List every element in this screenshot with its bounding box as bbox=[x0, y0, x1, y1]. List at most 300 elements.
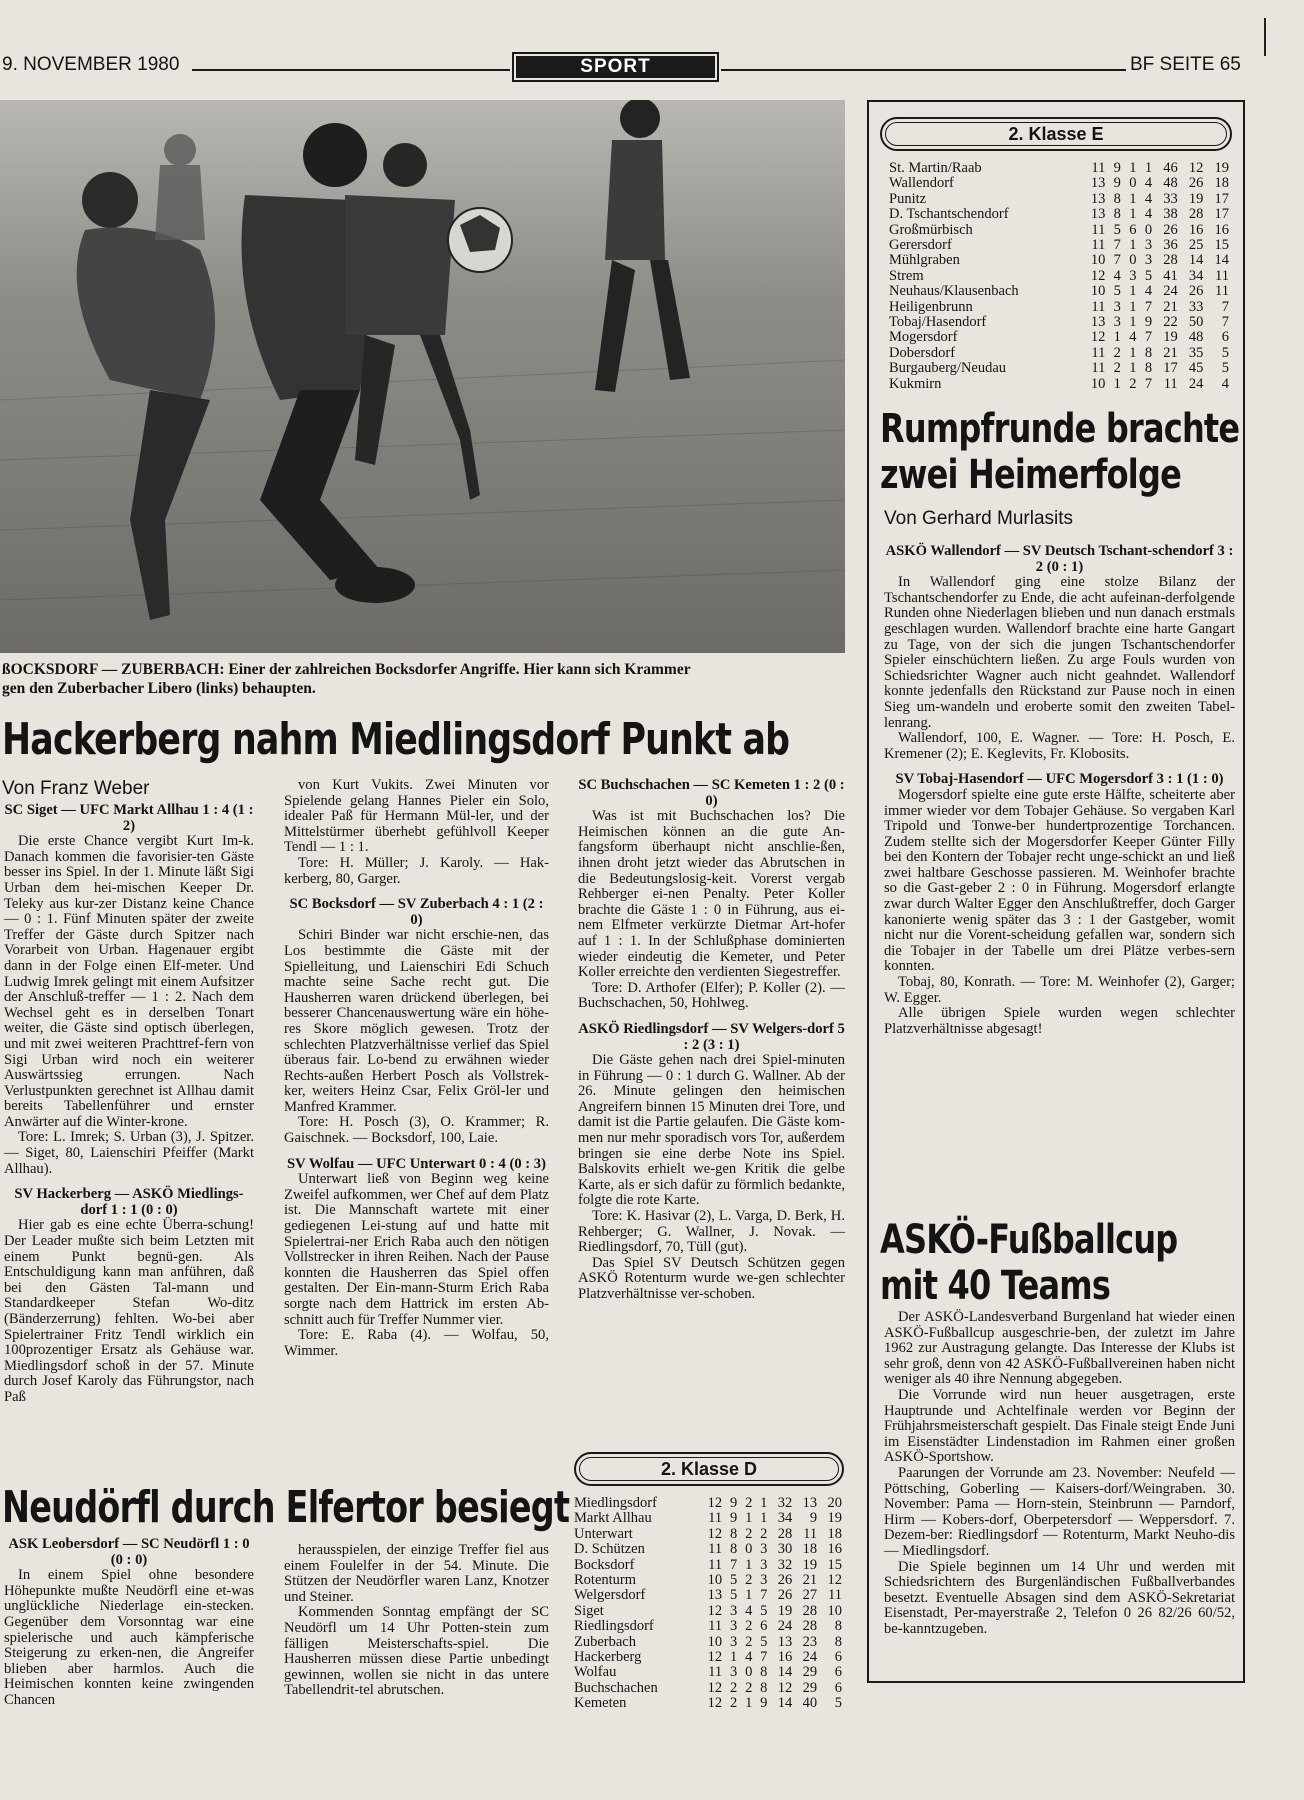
stat-cell: 5 bbox=[834, 1695, 842, 1712]
stat-cell: 18 bbox=[1214, 175, 1229, 192]
team-name: D. Tschantschendorf bbox=[889, 206, 1009, 223]
section-text: SPORT bbox=[516, 56, 715, 78]
article2-column-1 bbox=[4, 1537, 254, 1709]
stat-cell: 7 bbox=[1221, 314, 1229, 331]
stat-cell: 26 bbox=[777, 1587, 793, 1604]
stat-cell: 10 bbox=[1090, 252, 1106, 269]
paragraph: Das Spiel SV Deutsch Schützen gegen ASKÖ Rotenturm wurde we-gen schlechter Platzverhältnisse ver-schoben. bbox=[578, 1254, 845, 1302]
paragraph: Mogersdorf spielte eine gute erste Hälfte, scheiterte aber immer wieder vor dem Tobajer Gehäuse. So vergaben Karl Tripold und Tonwe-ber hundertprozentige Torchancen. Zudem stellte sich der Mogersdorfer Keeper Günter Filly bei den Kontern der Tobajer recht unge-schickt an und ließ zwei haltbare Geschosse passieren. M. Weinhofer brachte so die Gast-geber 2 : 0 in Führung. Mogersdorf erlangte zwar durch Walter Egger den Anschlußtreffer, doch Garger kanonierte wenig später das 3 : 1 der Gastgeber, womit nicht nur die Vorent-scheidung gefallen war, sondern sich die Tobajer in der Tabelle um drei Plätze verbes-sern konnten. bbox=[884, 786, 1235, 975]
stat-cell: 11 bbox=[708, 1556, 723, 1573]
stat-cell: 6 bbox=[760, 1618, 768, 1635]
stat-cell: 1 bbox=[1113, 329, 1121, 346]
match-subheading: ASKÖ Riedlingsdorf — SV Welgers-dorf 5 : 2 (3 : 1) bbox=[578, 1020, 845, 1053]
stat-cell: 20 bbox=[827, 1495, 842, 1511]
stat-cell: 7 bbox=[760, 1649, 768, 1666]
stat-cell: 4 bbox=[1221, 375, 1229, 392]
stat-cell: 1 bbox=[1129, 314, 1137, 331]
paragraph: herausspielen, der einzige Treffer fiel aus einem Foulelfer in der 54. Minute. Die Stützen der Neudörfler waren Lanz, Knotzer und Steiner. bbox=[284, 1542, 549, 1605]
stat-cell: 14 bbox=[1214, 252, 1229, 269]
stat-cell: 11 bbox=[708, 1618, 723, 1635]
stat-cell: 2 bbox=[1113, 360, 1121, 377]
team-name: Gerersdorf bbox=[889, 237, 952, 254]
stat-cell: 12 bbox=[827, 1572, 842, 1589]
paragraph: Hier gab es eine echte Überra-schung! Der Leader mußte sich beim Letzten mit einem Punkt begnü-gen. Als Entschuldigung kann man anführen, daß bei den Gästen Tal-mann und Standardkeeper Stefan Wo-ditz (Bänderzerrung) fehlten. Wo-bei aber Spielertrainer Fritz Tendl wirklich ein 100prozentiger Ersatz als Gehäuse war. Miedlingsdorf schoß in der 57. Minute durch Josef Karoly das Führungstor, nach Paß bbox=[4, 1217, 254, 1405]
stat-cell: 5 bbox=[760, 1633, 768, 1650]
stat-cell: 8 bbox=[729, 1541, 738, 1558]
stat-cell: 34 bbox=[777, 1510, 793, 1527]
stat-cell: 26 bbox=[1188, 175, 1204, 192]
table-row bbox=[889, 238, 1229, 253]
stat-cell: 2 bbox=[745, 1633, 753, 1650]
stat-cell: 18 bbox=[802, 1541, 818, 1558]
stat-cell: 26 bbox=[1163, 221, 1178, 238]
table-row bbox=[889, 377, 1229, 392]
team-name: Hackerberg bbox=[574, 1649, 642, 1666]
standings-table-d bbox=[574, 1496, 842, 1712]
stat-cell: 26 bbox=[777, 1572, 793, 1589]
standings-table-e bbox=[889, 161, 1229, 392]
paragraph: Was ist mit Buchschachen los? Die Heimischen können an die gute An-fangsform überhaupt nicht anschlie-ßen, ihnen droht jetzt wieder das Abrutschen in die Bedeutungslosig-keit. Vorerst vergab Rehberger ei-nen Penalty. Peter Koller brachte die Gäste 1 : 0 in Führung, aus ei-nem Elfmeter verkürzte Dietmar Art-hofer auf 1 : 1. In der Schlußphase dominierten wieder eindeutig die Kemeter, und Peter Koller erreichte den verdienten Siegestreffer. bbox=[578, 808, 845, 981]
stat-cell: 12 bbox=[707, 1495, 723, 1511]
team-name: Wolfau bbox=[574, 1664, 617, 1681]
stat-cell: 33 bbox=[1188, 298, 1204, 315]
team-name: Bocksdorf bbox=[574, 1556, 635, 1573]
stat-cell: 4 bbox=[1144, 283, 1153, 300]
stat-cell: 14 bbox=[777, 1664, 793, 1681]
stat-cell: 2 bbox=[1129, 375, 1137, 392]
stat-cell: 9 bbox=[1113, 175, 1121, 192]
stat-cell: 12 bbox=[777, 1679, 793, 1696]
article3-body bbox=[884, 544, 1235, 1037]
match-subheading: SV Hackerberg — ASKÖ Miedlings-dorf 1 : 1 (0 : 0) bbox=[14, 1186, 244, 1218]
stat-cell: 11 bbox=[708, 1664, 723, 1681]
stat-cell: 8 bbox=[1144, 360, 1153, 377]
stat-cell: 10 bbox=[827, 1602, 842, 1619]
table-row bbox=[889, 176, 1229, 191]
caption-line-2: gen den Zuberbacher Libero (links) behaupten. bbox=[2, 680, 316, 697]
team-name: Mogersdorf bbox=[889, 329, 958, 346]
paragraph: Die Vorrunde wird nun heuer ausgetragen, erste Hauptrunde und Achtelfinale werden vor Beginn der Frühjahrsmeisterschaft gespielt. Das Finale steigt Ende Juni im Eisenstädter Lindenstadion im Rahmen einer großen ASKÖ-Sportshow. bbox=[884, 1386, 1235, 1466]
stat-cell: 0 bbox=[1129, 252, 1137, 269]
team-name: Kukmirn bbox=[889, 375, 942, 392]
table-row bbox=[889, 346, 1229, 361]
stat-cell: 22 bbox=[1163, 314, 1178, 331]
stat-cell: 12 bbox=[1188, 160, 1204, 176]
table-e-header bbox=[880, 117, 1232, 151]
stat-cell: 6 bbox=[1129, 221, 1137, 238]
stat-cell: 11 bbox=[1091, 237, 1106, 254]
stat-cell: 2 bbox=[745, 1525, 753, 1542]
stat-cell: 1 bbox=[1129, 360, 1137, 377]
stat-cell: 1 bbox=[1144, 160, 1153, 176]
stat-cell: 26 bbox=[1188, 283, 1204, 300]
article2-column-2 bbox=[284, 1543, 549, 1699]
stat-cell: 11 bbox=[1215, 267, 1229, 284]
stat-cell: 3 bbox=[1144, 237, 1153, 254]
stat-cell: 4 bbox=[1144, 175, 1153, 192]
stat-cell: 7 bbox=[1144, 329, 1153, 346]
section-label bbox=[512, 52, 719, 82]
stat-cell: 21 bbox=[1163, 298, 1178, 315]
stat-cell: 1 bbox=[745, 1556, 753, 1573]
stat-cell: 1 bbox=[1129, 160, 1137, 176]
team-name: Wallendorf bbox=[889, 175, 954, 192]
stat-cell: 11 bbox=[1163, 375, 1178, 392]
team-name: Strem bbox=[889, 267, 924, 284]
stat-cell: 28 bbox=[802, 1618, 818, 1635]
stat-cell: 13 bbox=[1090, 175, 1106, 192]
stat-cell: 4 bbox=[745, 1649, 753, 1666]
football-scene-illustration bbox=[0, 100, 845, 653]
stat-cell: 28 bbox=[777, 1525, 793, 1542]
stat-cell: 2 bbox=[729, 1679, 738, 1696]
stat-cell: 19 bbox=[1214, 160, 1229, 176]
team-name: Punitz bbox=[889, 190, 927, 207]
stat-cell: 8 bbox=[760, 1679, 768, 1696]
stat-cell: 12 bbox=[707, 1695, 723, 1712]
stat-cell: 13 bbox=[1090, 190, 1106, 207]
stat-cell: 7 bbox=[1144, 375, 1153, 392]
stat-cell: 11 bbox=[1091, 221, 1106, 238]
stat-cell: 9 bbox=[760, 1695, 768, 1712]
stat-cell: 28 bbox=[1163, 252, 1178, 269]
paragraph: Schiri Binder war nicht erschie-nen, das Los bestimmte die Gäste mit der Spielleitung, und Laienschiri Edi Schuch machte seine Sache recht gut. Die Hausherren waren drückend überlegen, bei besserer Chancenauswertung wäre ein höhe-res Skore möglich gewesen. Trotz der schlechten Platzverhältnisse verlief das Spiel überaus fair. Lo-bend zu erwähnen wieder Rechts-außen Herbert Posch als Vollstrek-ker, weiters Heinz Csar, Felix Gröl-ler und Manfred Krammer. bbox=[284, 927, 549, 1115]
issue-date: 9. NOVEMBER 1980 bbox=[2, 54, 180, 75]
stat-cell: 1 bbox=[1129, 344, 1137, 361]
stat-cell: 46 bbox=[1163, 160, 1178, 176]
team-name: Miedlingsdorf bbox=[574, 1495, 657, 1511]
stat-cell: 7 bbox=[729, 1556, 738, 1573]
paragraph: Tore: E. Raba (4). — Wolfau, 50, Wimmer. bbox=[284, 1327, 549, 1359]
stat-cell: 28 bbox=[1188, 206, 1204, 223]
table-row bbox=[574, 1696, 842, 1711]
stat-cell: 4 bbox=[1129, 329, 1137, 346]
stat-cell: 17 bbox=[1163, 360, 1178, 377]
team-name: Buchschachen bbox=[574, 1679, 658, 1696]
stat-cell: 16 bbox=[1214, 221, 1229, 238]
stat-cell: 29 bbox=[802, 1679, 818, 1696]
paragraph: Kommenden Sonntag empfängt der SC Neudörfl um 14 Uhr Potten-stein zum fälligen Meisterschafts-spiel. Die Hausherren müssen diese Partie unbedingt gewinnen, wollen sie nicht in das untere Tabellendrit-tel abrutschen. bbox=[284, 1604, 549, 1699]
article-column-1 bbox=[4, 803, 254, 1406]
stat-cell: 7 bbox=[1113, 252, 1121, 269]
stat-cell: 10 bbox=[1090, 375, 1106, 392]
stat-cell: 13 bbox=[1090, 314, 1106, 331]
table-row bbox=[574, 1619, 842, 1634]
stat-cell: 1 bbox=[760, 1510, 768, 1527]
table-row bbox=[574, 1588, 842, 1603]
team-name: Burgauberg/Neudau bbox=[889, 360, 1007, 377]
stat-cell: 17 bbox=[1214, 206, 1229, 223]
stat-cell: 10 bbox=[1090, 283, 1106, 300]
article-column-2 bbox=[284, 778, 549, 1359]
stat-cell: 6 bbox=[1221, 329, 1229, 346]
stat-cell: 4 bbox=[1144, 190, 1153, 207]
stat-cell: 9 bbox=[1113, 160, 1121, 176]
stat-cell: 30 bbox=[777, 1541, 793, 1558]
team-name: Rotenturm bbox=[574, 1572, 637, 1589]
stat-cell: 11 bbox=[708, 1510, 723, 1527]
table-row bbox=[574, 1527, 842, 1542]
stat-cell: 24 bbox=[1163, 283, 1178, 300]
paragraph: Tobaj, 80, Konrath. — Tore: M. Weinhofer (2), Garger; W. Egger. bbox=[884, 974, 1235, 1006]
stat-cell: 11 bbox=[1091, 298, 1106, 315]
stat-cell: 7 bbox=[1221, 298, 1229, 315]
paragraph: Tore: L. Imrek; S. Urban (3), J. Spitzer. — Siget, 80, Laienschiri Pfeiffer (Markt Allhau). bbox=[4, 1129, 254, 1177]
paragraph: Tore: D. Arthofer (Elfer); P. Koller (2). — Buchschachen, 50, Hohlweg. bbox=[578, 979, 845, 1012]
stat-cell: 12 bbox=[1090, 329, 1106, 346]
table-row bbox=[574, 1558, 842, 1573]
stat-cell: 11 bbox=[1091, 160, 1106, 176]
paragraph: Die Spiele beginnen um 14 Uhr und werden mit Schiedsrichtern des Burgenländischen Fußballverbandes besetzt. Eventuelle Absagen sind dem ASKÖ-Sekretariat Eisenstadt, Per-mayerstraße 2, Telefon 0 26 82/26 60/52, be-kanntzugeben. bbox=[884, 1558, 1235, 1637]
stat-cell: 8 bbox=[1144, 344, 1153, 361]
stat-cell: 4 bbox=[745, 1602, 753, 1619]
match-photo bbox=[0, 100, 845, 653]
article4-headline-2: mit 40 Teams bbox=[880, 1263, 1111, 1309]
stat-cell: 15 bbox=[1214, 237, 1229, 254]
stat-cell: 3 bbox=[1113, 298, 1121, 315]
paragraph: Paarungen der Vorrunde am 23. November: Neufeld — Pöttsching, Goberling — Kaisers-dorf/Weingraben. 30. November: Pama — Horn-stein, Steinbrunn — Parndorf, Hirm — Kobers-dorf, Oberpetersdorf — Weppersdorf. 7. Dezem-ber: Riedlingsdorf — Rotenturm, Markt Neuho-dis — Miedlingsdorf. bbox=[884, 1464, 1235, 1559]
table-d-header bbox=[574, 1452, 844, 1486]
stat-cell: 34 bbox=[1188, 267, 1204, 284]
article-column-3 bbox=[578, 778, 845, 1303]
header-rule-right bbox=[721, 69, 1126, 71]
stat-cell: 0 bbox=[745, 1664, 753, 1681]
article4-body bbox=[884, 1310, 1235, 1637]
stat-cell: 7 bbox=[1144, 298, 1153, 315]
stat-cell: 3 bbox=[729, 1618, 738, 1635]
stat-cell: 38 bbox=[1163, 206, 1178, 223]
stat-cell: 19 bbox=[802, 1556, 818, 1573]
article2-headline: Neudörfl durch Elfertor besiegt bbox=[2, 1482, 570, 1533]
stat-cell: 1 bbox=[1129, 298, 1137, 315]
stat-cell: 10 bbox=[707, 1572, 723, 1589]
stat-cell: 16 bbox=[777, 1649, 793, 1666]
stat-cell: 5 bbox=[1113, 221, 1121, 238]
stat-cell: 5 bbox=[760, 1602, 768, 1619]
stat-cell: 8 bbox=[729, 1525, 738, 1542]
stat-cell: 13 bbox=[1090, 206, 1106, 223]
stat-cell: 5 bbox=[1221, 344, 1229, 361]
stat-cell: 8 bbox=[834, 1633, 842, 1650]
team-name: Siget bbox=[574, 1602, 604, 1619]
stat-cell: 11 bbox=[1091, 344, 1106, 361]
stat-cell: 8 bbox=[760, 1664, 768, 1681]
paragraph: In Wallendorf ging eine stolze Bilanz der Tschantschendorfer zu Ende, die acht aufeinan-derfolgende Runden ohne Niederlagen blieben und nun danach erstmals geschlagen wurden. Wallendorf brachte eine harte Gangart zu Tage, von der sich die jungen Tschantschendorfer Spieler einschüchtern ließen. Zu arge Fouls wurden von Schiedsrichter Wagner auch nicht geahndet. Wallendorf konnte jedenfalls den Rückstand zur Pause noch in einen Sieg um-wandeln und eroberte somit den zweiten Tabel-lenrang. bbox=[884, 574, 1235, 731]
article3-headline-1: Rumpfrunde brachte bbox=[880, 406, 1240, 452]
table-row bbox=[889, 192, 1229, 207]
table-row bbox=[889, 253, 1229, 268]
team-name: Riedlingsdorf bbox=[574, 1618, 654, 1635]
stat-cell: 12 bbox=[707, 1679, 723, 1696]
table-row bbox=[574, 1604, 842, 1619]
stat-cell: 17 bbox=[1214, 190, 1229, 207]
stat-cell: 25 bbox=[1188, 237, 1204, 254]
stat-cell: 21 bbox=[802, 1572, 818, 1589]
paragraph: von Kurt Vukits. Zwei Minuten vor Spielende gelang Hannes Pieler ein Solo, idealer Paß für Hermann Mül-ler, und der Mittelstürmer überhebt gefühlvoll Keeper Tendl — 1 : 1. bbox=[284, 777, 549, 856]
stat-cell: 2 bbox=[760, 1525, 768, 1542]
stat-cell: 27 bbox=[802, 1587, 818, 1604]
table-row bbox=[574, 1496, 842, 1511]
stat-cell: 1 bbox=[745, 1510, 753, 1527]
stat-cell: 1 bbox=[1129, 190, 1137, 207]
stat-cell: 0 bbox=[1144, 221, 1153, 238]
stat-cell: 3 bbox=[760, 1541, 768, 1558]
stat-cell: 9 bbox=[729, 1495, 738, 1511]
stat-cell: 8 bbox=[834, 1618, 842, 1635]
team-name: Welgersdorf bbox=[574, 1587, 646, 1604]
stat-cell: 14 bbox=[1188, 252, 1204, 269]
team-name: Tobaj/Hasendorf bbox=[889, 314, 987, 331]
stat-cell: 19 bbox=[1163, 329, 1178, 346]
stat-cell: 11 bbox=[1215, 283, 1229, 300]
paragraph: Tore: H. Posch (3), O. Krammer; R. Gaischnek. — Bocksdorf, 100, Laie. bbox=[284, 1114, 549, 1147]
stat-cell: 1 bbox=[1129, 206, 1137, 223]
stat-cell: 23 bbox=[802, 1633, 818, 1650]
table-row bbox=[889, 161, 1229, 176]
stat-cell: 11 bbox=[803, 1525, 818, 1542]
stat-cell: 16 bbox=[827, 1541, 842, 1558]
stat-cell: 3 bbox=[1113, 314, 1121, 331]
stat-cell: 12 bbox=[707, 1649, 723, 1666]
stat-cell: 12 bbox=[707, 1602, 723, 1619]
team-name: Zuberbach bbox=[574, 1633, 636, 1650]
stat-cell: 11 bbox=[708, 1541, 723, 1558]
team-name: St. Martin/Raab bbox=[889, 160, 982, 176]
stat-cell: 41 bbox=[1163, 267, 1178, 284]
stat-cell: 7 bbox=[1113, 237, 1121, 254]
stat-cell: 21 bbox=[1163, 344, 1178, 361]
stat-cell: 2 bbox=[745, 1679, 753, 1696]
stat-cell: 3 bbox=[1144, 252, 1153, 269]
article3-byline: Von Gerhard Murlasits bbox=[884, 508, 1074, 529]
table-row bbox=[889, 315, 1229, 330]
stat-cell: 36 bbox=[1163, 237, 1178, 254]
table-row bbox=[889, 223, 1229, 238]
stat-cell: 2 bbox=[745, 1572, 753, 1589]
team-name: Markt Allhau bbox=[574, 1510, 652, 1527]
header-rule-left bbox=[192, 69, 510, 71]
stat-cell: 6 bbox=[834, 1664, 842, 1681]
team-name: Neuhaus/Klausenbach bbox=[889, 283, 1019, 300]
stat-cell: 29 bbox=[802, 1664, 818, 1681]
table-row bbox=[574, 1511, 842, 1526]
table-row bbox=[889, 269, 1229, 284]
table-row bbox=[574, 1650, 842, 1665]
top-margin-rule bbox=[1264, 18, 1266, 56]
stat-cell: 11 bbox=[828, 1587, 842, 1604]
stat-cell: 6 bbox=[834, 1679, 842, 1696]
stat-cell: 28 bbox=[802, 1602, 818, 1619]
stat-cell: 2 bbox=[745, 1495, 753, 1511]
paragraph: Tore: H. Müller; J. Karoly. — Hak-kerberg, 80, Garger. bbox=[284, 854, 549, 887]
stat-cell: 5 bbox=[1113, 283, 1121, 300]
stat-cell: 3 bbox=[729, 1664, 738, 1681]
match-subheading: ASKÖ Wallendorf — SV Deutsch Tschant-schendorf 3 : 2 (0 : 1) bbox=[885, 543, 1234, 575]
stat-cell: 18 bbox=[827, 1525, 842, 1542]
stat-cell: 5 bbox=[729, 1572, 738, 1589]
stat-cell: 48 bbox=[1188, 329, 1204, 346]
stat-cell: 9 bbox=[809, 1510, 818, 1527]
match-subheading: SC Bocksdorf — SV Zuberbach 4 : 1 (2 : 0) bbox=[289, 896, 544, 928]
stat-cell: 1 bbox=[1113, 375, 1121, 392]
stat-cell: 2 bbox=[745, 1618, 753, 1635]
paragraph: Die Gäste gehen nach drei Spiel-minuten in Führung — 0 : 1 durch G. Wallner. Ab der 26. Minute gelingen den heimischen Angreifern binnen 15 Minuten drei Tore, und damit ist die Partie gelaufen. Die Gäste kom-men nur mehr sporadisch vors Tor, außerdem bringen sie eine derbe Note ins Spiel. Balskovits erhielt we-gen Kritik die gelbe Karte, als er sich dafür zu förmlich bedankte, folgte die rote Karte. bbox=[578, 1052, 845, 1209]
table-row bbox=[889, 284, 1229, 299]
photo-caption bbox=[2, 660, 847, 698]
stat-cell: 40 bbox=[802, 1695, 818, 1712]
table-d-title: 2. Klasse D bbox=[579, 1457, 839, 1481]
stat-cell: 5 bbox=[1144, 267, 1153, 284]
table-row bbox=[889, 207, 1229, 222]
stat-cell: 16 bbox=[1188, 221, 1204, 238]
stat-cell: 9 bbox=[1144, 314, 1153, 331]
stat-cell: 13 bbox=[777, 1633, 793, 1650]
stat-cell: 7 bbox=[760, 1587, 768, 1604]
team-name: Mühlgraben bbox=[889, 252, 960, 269]
stat-cell: 35 bbox=[1188, 344, 1204, 361]
stat-cell: 15 bbox=[827, 1556, 842, 1573]
stat-cell: 11 bbox=[1091, 360, 1106, 377]
stat-cell: 5 bbox=[729, 1587, 738, 1604]
caption-line-1: ßOCKSDORF — ZUBERBACH: Einer der zahlreichen Bocksdorfer Angriffe. Hier kann sich Krammer bbox=[2, 661, 691, 678]
match-subheading: ASK Leobersdorf — SC Neudörfl 1 : 0 (0 : 0) bbox=[8, 1536, 250, 1568]
paragraph: Tore: K. Hasivar (2), L. Varga, D. Berk, H. Rehberger; G. Wallner, J. Novak. — Riedlingsdorf, 70, Tüll (gut). bbox=[578, 1208, 845, 1256]
table-row bbox=[574, 1542, 842, 1557]
paragraph: Der ASKÖ-Landesverband Burgenland hat wieder einen ASKÖ-Fußballcup ausgeschrie-ben, der zuletzt im Jahre 1962 zur Austragung gelangte. Das Interesse der Klubs ist sehr groß, denn von 42 ASKÖ-Fußballvereinen haben nicht weniger als 40 ihre Nennung abgegeben. bbox=[884, 1309, 1235, 1388]
paragraph: Unterwart ließ von Beginn weg keine Zweifel aufkommen, wer Chef auf dem Platz ist. Die Mannschaft wartete mit einer gediegenen Lei-stung auf und hatte mit Spielertrai-ner Erich Raba auch den nötigen Vollstrecker in ihren Reihen. Nach der Pause konnten die Hausherren das Spiel offen gestalten. Der Ein-mann-Sturm Erich Raba sorgte nach dem Hattrick im ersten Ab-schnitt auch für Treffer Nummer vier. bbox=[284, 1171, 549, 1328]
stat-cell: 12 bbox=[1090, 267, 1106, 284]
stat-cell: 13 bbox=[707, 1587, 723, 1604]
stat-cell: 1 bbox=[745, 1695, 753, 1712]
team-name: Heiligenbrunn bbox=[889, 298, 973, 315]
stat-cell: 13 bbox=[802, 1495, 818, 1511]
table-e-title: 2. Klasse E bbox=[885, 122, 1227, 146]
stat-cell: 32 bbox=[777, 1556, 793, 1573]
stat-cell: 24 bbox=[802, 1649, 818, 1666]
stat-cell: 24 bbox=[1188, 375, 1204, 392]
stat-cell: 8 bbox=[1113, 190, 1121, 207]
stat-cell: 1 bbox=[729, 1649, 738, 1666]
stat-cell: 3 bbox=[760, 1572, 768, 1589]
table-row bbox=[889, 300, 1229, 315]
stat-cell: 1 bbox=[1129, 283, 1137, 300]
stat-cell: 50 bbox=[1188, 314, 1204, 331]
match-subheading: SC Buchschachen — SC Kemeten 1 : 2 (0 : 0) bbox=[578, 777, 845, 809]
stat-cell: 48 bbox=[1163, 175, 1178, 192]
stat-cell: 19 bbox=[827, 1510, 842, 1527]
table-row bbox=[574, 1665, 842, 1680]
paragraph: Die erste Chance vergibt Kurt Im-k. Danach kommen die favorisier-ten Gäste besser ins Spiel. In der 1. Minute läßt Sigi Urban dem hei-mischen Keeper Dr. Teleky aus kur-zer Distanz keine Chance — 0 : 1. Fünf Minuten später der zweite Treffer der Gäste durch Spitzer nach Vorarbeit von Urban. Hagenauer ergibt dann in der Folge einen Elf-meter. Und Ludwig Imrek gelingt mit einem Aufsitzer der Anschluß-treffer — 1 : 2. Nach dem Wechsel geht es in derselben Tonart weiter, die Gäste sind optisch überlegen, und mit zwei weiteren Prachttref-fern von Sigi Urban wird noch ein weiterer Auswärtssieg errungen. Nach Verlustpunkten gerechnet ist Allhau damit bereits Tabellenführer und ernster Anwärter auf die Winter-krone. bbox=[4, 833, 254, 1130]
article3-headline-2: zwei Heimerfolge bbox=[880, 452, 1181, 498]
stat-cell: 5 bbox=[1221, 360, 1229, 377]
stat-cell: 8 bbox=[1113, 206, 1121, 223]
table-row bbox=[574, 1635, 842, 1650]
stat-cell: 3 bbox=[760, 1556, 768, 1573]
stat-cell: 0 bbox=[745, 1541, 753, 1558]
stat-cell: 33 bbox=[1163, 190, 1178, 207]
article-headline: Hackerberg nahm Miedlingsdorf Punkt ab bbox=[2, 714, 790, 765]
table-row bbox=[574, 1681, 842, 1696]
stat-cell: 3 bbox=[729, 1602, 738, 1619]
stat-cell: 3 bbox=[729, 1633, 738, 1650]
stat-cell: 24 bbox=[777, 1618, 793, 1635]
stat-cell: 9 bbox=[729, 1510, 738, 1527]
article4-headline-1: ASKÖ-Fußballcup bbox=[880, 1217, 1178, 1263]
stat-cell: 14 bbox=[777, 1695, 793, 1712]
stat-cell: 1 bbox=[760, 1495, 768, 1511]
article-byline: Von Franz Weber bbox=[2, 778, 150, 799]
page-number: BF SEITE 65 bbox=[1130, 54, 1241, 75]
